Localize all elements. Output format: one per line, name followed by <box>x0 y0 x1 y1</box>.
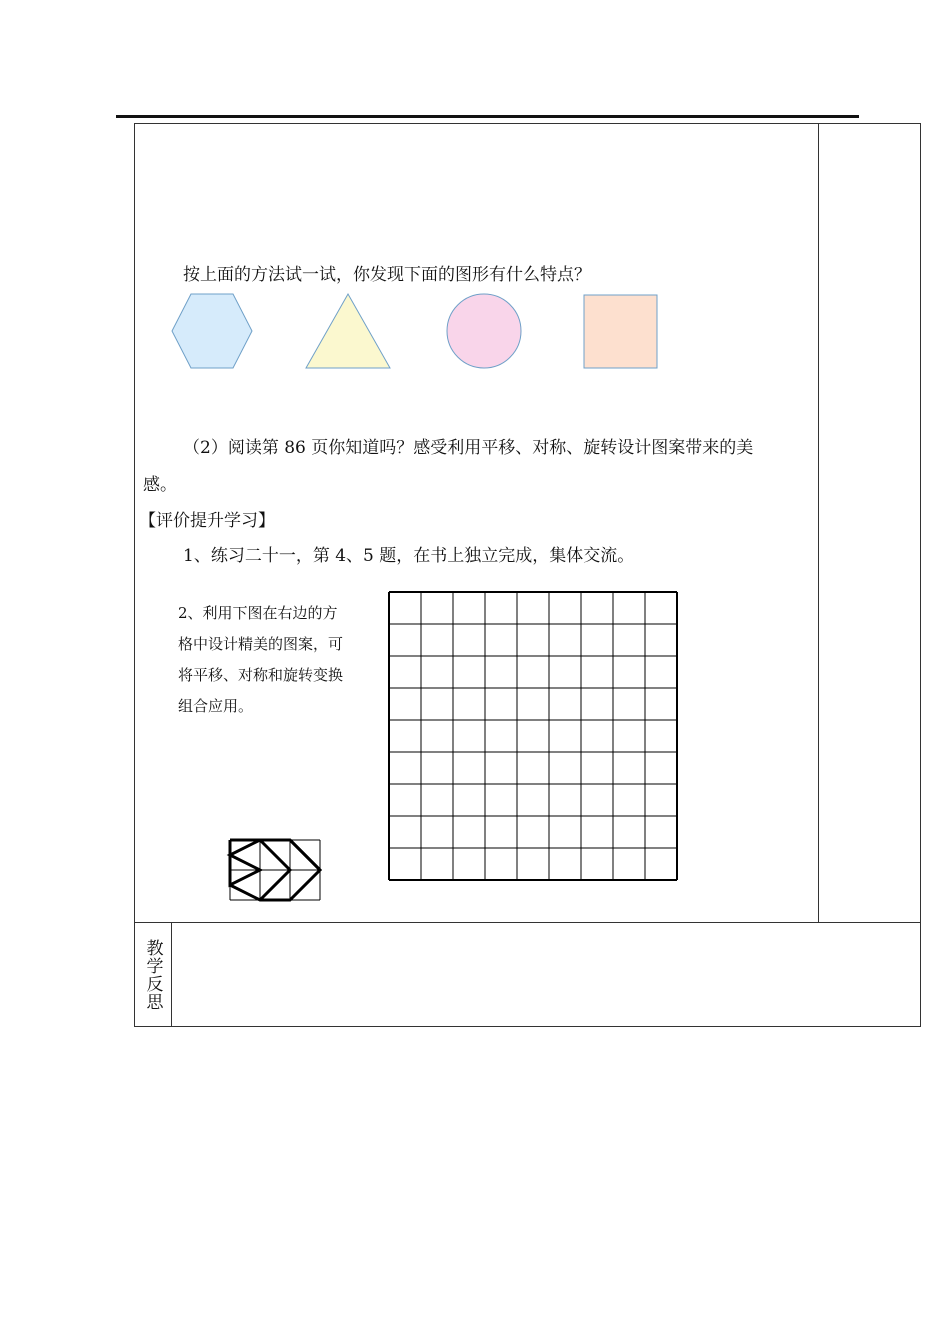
section-heading: 【评价提升学习】 <box>139 511 275 531</box>
exercise-2-line-2: 格中设计精美的图案，可 <box>178 635 344 653</box>
sample-pattern <box>230 840 320 900</box>
exercise-2-text <box>178 598 373 722</box>
exercise-2-line-4: 组合应用。 <box>178 697 254 715</box>
design-grid[interactable] <box>389 592 677 880</box>
hexagon-shape <box>172 294 252 368</box>
reading-line-2: 感。 <box>143 475 177 495</box>
exercise-2-line-3: 将平移、对称和旋转变换 <box>178 666 344 684</box>
teaching-reflection-label <box>134 923 171 1027</box>
reflection-label-divider <box>171 922 172 1027</box>
shapes-row <box>0 0 950 400</box>
teaching-reflection-text: 教学反思 <box>142 939 163 1011</box>
square-shape <box>584 295 657 368</box>
triangle-shape <box>306 294 390 368</box>
circle-shape <box>447 294 521 368</box>
exercise-1: 1、练习二十一，第 4、5 题，在书上独立完成，集体交流。 <box>183 546 635 566</box>
reading-line-1: （2）阅读第 86 页你知道吗？感受利用平移、对称、旋转设计图案带来的美 <box>183 438 754 458</box>
exercise-2-line-1: 2、利用下图在右边的方 <box>178 604 338 622</box>
reflection-row-divider <box>134 922 921 923</box>
try-prompt: 按上面的方法试一试，你发现下面的图形有什么特点？ <box>183 265 591 285</box>
